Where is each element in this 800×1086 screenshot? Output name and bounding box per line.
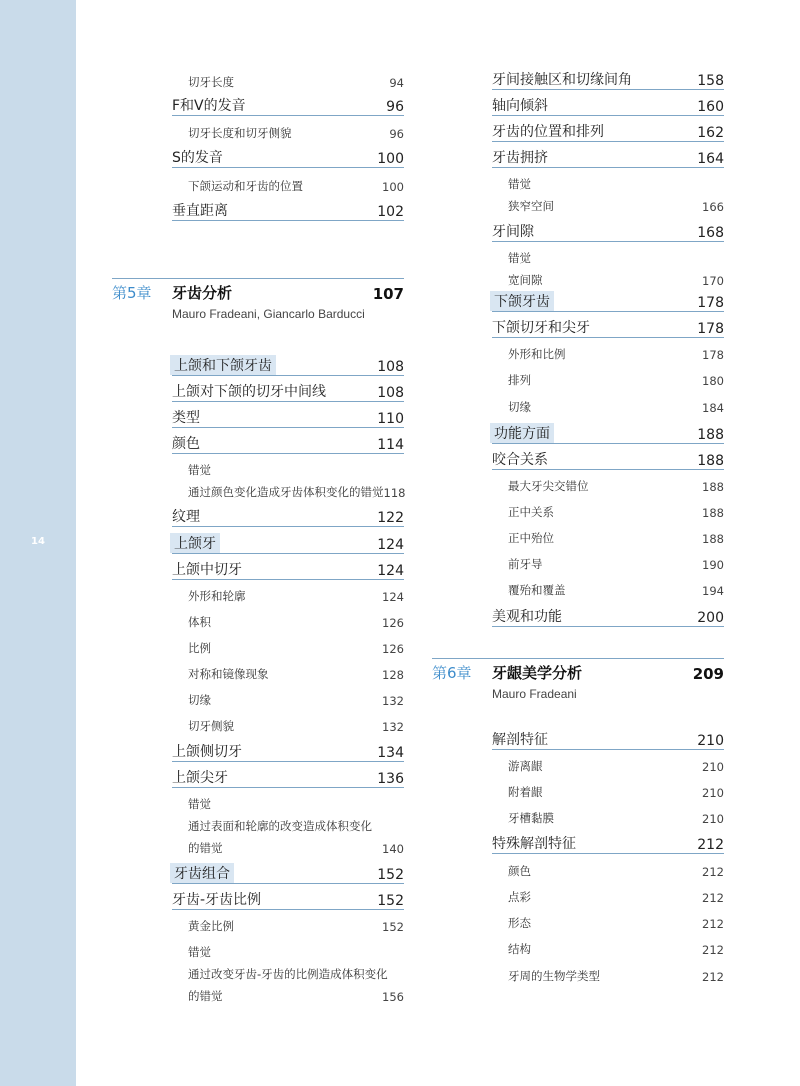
toc-entry-title: 的错觉: [188, 989, 223, 1003]
chapter-6-page: 209: [692, 665, 724, 683]
toc-entry-title: 狭窄空间: [508, 199, 554, 213]
toc-entry-page: 164: [697, 151, 724, 167]
toc-entry[interactable]: [508, 372, 724, 388]
toc-entry[interactable]: [508, 889, 724, 905]
toc-entry-page: 190: [702, 558, 724, 572]
toc-entry-page: 210: [702, 786, 724, 800]
toc-entry[interactable]: [188, 718, 404, 734]
toc-entry-title: 比例: [188, 641, 211, 655]
toc-entry[interactable]: [508, 250, 724, 266]
toc-entry-page: 124: [377, 537, 404, 553]
chapter-5-heading[interactable]: [172, 282, 404, 303]
toc-entry-page: 170: [702, 274, 724, 288]
toc-entry-page: 96: [386, 99, 404, 115]
toc-entry-title: 牙齿拥挤: [492, 150, 548, 166]
toc-entry-title: 的错觉: [188, 841, 223, 855]
toc-entry[interactable]: [172, 533, 404, 554]
toc-entry[interactable]: [188, 988, 404, 1004]
toc-entry-title: 游离龈: [508, 759, 543, 773]
toc-entry-title: 错觉: [508, 251, 531, 265]
toc-entry-page: 132: [382, 694, 404, 708]
toc-entry[interactable]: [188, 462, 404, 478]
toc-entry-page: 210: [702, 812, 724, 826]
toc-entry-page: 126: [382, 616, 404, 630]
toc-entry[interactable]: [492, 95, 724, 116]
toc-entry-page: 178: [697, 321, 724, 337]
toc-entry-title: 外形和比例: [508, 347, 566, 361]
toc-entry-page: 188: [697, 427, 724, 443]
toc-entry-title: 特殊解剖特征: [492, 836, 576, 852]
toc-entry[interactable]: [172, 506, 404, 527]
toc-entry[interactable]: [188, 692, 404, 708]
toc-entry-title: 牙周的生物学类型: [508, 969, 600, 983]
toc-entry[interactable]: [492, 729, 724, 750]
chapter-6-heading[interactable]: [492, 662, 724, 683]
toc-entry-title: 颜色: [508, 864, 531, 878]
toc-entry[interactable]: [188, 840, 404, 856]
toc-entry-page: 212: [702, 943, 724, 957]
toc-entry-page: 200: [697, 610, 724, 626]
toc-entry-title: F和V的发音: [172, 98, 246, 114]
toc-entry-title: 下颌运动和牙齿的位置: [188, 179, 303, 193]
toc-entry[interactable]: [172, 889, 404, 910]
toc-entry[interactable]: [188, 640, 404, 656]
toc-entry[interactable]: [172, 95, 404, 116]
toc-entry-page: 126: [382, 642, 404, 656]
toc-entry[interactable]: [508, 176, 724, 192]
toc-entry[interactable]: [188, 966, 404, 982]
toc-entry-title: 切牙长度和切牙侧貌: [188, 126, 292, 140]
sidebar-strip: [0, 0, 76, 1086]
toc-entry-title: 解剖特征: [492, 732, 548, 748]
chapter-5-title: 牙齿分析: [172, 284, 233, 302]
toc-entry-page: 108: [377, 359, 404, 375]
toc-entry-page: 178: [697, 295, 724, 311]
toc-entry-title: 点彩: [508, 890, 531, 904]
toc-entry-title: 牙间隙: [492, 224, 534, 240]
toc-entry-page: 178: [702, 348, 724, 362]
toc-entry[interactable]: [188, 944, 404, 960]
chapter-5-label: 第5章: [112, 284, 152, 302]
toc-entry[interactable]: [172, 559, 404, 580]
toc-entry-title: 宽间隙: [508, 273, 543, 287]
toc-entry-title: 通过改变牙齿-牙齿的比例造成体积变化: [188, 967, 388, 981]
toc-entry-page: 100: [382, 180, 404, 194]
toc-entry[interactable]: [172, 863, 404, 884]
page-number: 14: [31, 536, 45, 547]
toc-entry-title: 错觉: [188, 945, 211, 959]
toc-entry[interactable]: [508, 530, 724, 546]
toc-entry-title: 上颌侧切牙: [172, 744, 242, 760]
toc-entry-title: 纹理: [172, 509, 200, 525]
toc-entry[interactable]: [172, 147, 404, 168]
toc-entry-page: 122: [377, 510, 404, 526]
toc-entry-page: 180: [702, 374, 724, 388]
toc-entry-title: 类型: [172, 410, 200, 426]
toc-entry[interactable]: [188, 918, 404, 934]
toc-entry-page: 168: [697, 225, 724, 241]
toc-entry-page: 158: [697, 73, 724, 89]
toc-entry-title: 轴向倾斜: [492, 98, 548, 114]
toc-entry-title: 颜色: [172, 436, 200, 452]
toc-entry-title: 下颌牙齿: [490, 291, 554, 311]
toc-entry-page: 152: [377, 893, 404, 909]
toc-entry-page: 194: [702, 584, 724, 598]
toc-entry[interactable]: [188, 178, 404, 194]
toc-entry-title: 下颌切牙和尖牙: [492, 320, 590, 336]
toc-entry-title: 正中关系: [508, 505, 554, 519]
toc-entry[interactable]: [188, 818, 404, 834]
chapter-6-label: 第6章: [432, 664, 472, 682]
toc-entry[interactable]: [492, 121, 724, 142]
toc-entry-page: 132: [382, 720, 404, 734]
toc-entry-title: 黄金比例: [188, 919, 234, 933]
toc-entry-page: 110: [377, 411, 404, 427]
toc-entry[interactable]: [172, 355, 404, 376]
toc-entry-title: 功能方面: [490, 423, 554, 443]
toc-entry-title: 上颌对下颌的切牙中间线: [172, 384, 326, 400]
toc-entry-page: 210: [697, 733, 724, 749]
toc-entry[interactable]: [172, 200, 404, 221]
toc-entry-page: 212: [702, 970, 724, 984]
chapter-6-title: 牙龈美学分析: [492, 664, 583, 682]
toc-entry-title: 排列: [508, 373, 531, 387]
toc-entry-title: 切缘: [188, 693, 211, 707]
toc-entry[interactable]: [188, 796, 404, 812]
toc-entry-page: 102: [377, 204, 404, 220]
toc-entry-title: 牙齿的位置和排列: [492, 124, 604, 140]
toc-entry[interactable]: [492, 833, 724, 854]
toc-entry[interactable]: [508, 582, 724, 598]
chapter-5-rule: [112, 278, 404, 279]
toc-entry-page: 140: [382, 842, 404, 856]
toc-entry[interactable]: [492, 317, 724, 338]
toc-entry-page: 152: [377, 867, 404, 883]
toc-entry-title: 附着龈: [508, 785, 543, 799]
toc-entry-page: 162: [697, 125, 724, 141]
toc-entry[interactable]: [492, 147, 724, 168]
toc-entry[interactable]: [188, 666, 404, 682]
toc-entry[interactable]: [508, 478, 724, 494]
toc-entry-page: 136: [377, 771, 404, 787]
toc-entry[interactable]: [508, 272, 724, 288]
toc-entry-title: 垂直距离: [172, 203, 228, 219]
toc-entry[interactable]: [492, 291, 724, 312]
toc-entry-page: 212: [702, 917, 724, 931]
toc-entry-page: 166: [702, 200, 724, 214]
toc-entry-page: 160: [697, 99, 724, 115]
toc-entry-page: 212: [702, 891, 724, 905]
toc-entry[interactable]: [508, 941, 724, 957]
toc-entry-title: 外形和轮廓: [188, 589, 246, 603]
toc-entry-title: 覆殆和覆盖: [508, 583, 566, 597]
toc-entry-page: 184: [702, 401, 724, 415]
toc-entry[interactable]: [172, 407, 404, 428]
chapter-6-authors: Mauro Fradeani: [492, 687, 577, 701]
toc-entry[interactable]: [188, 484, 404, 500]
toc-entry-title: 上颌和下颌牙齿: [170, 355, 276, 375]
toc-entry[interactable]: [188, 125, 404, 141]
toc-entry-page: 128: [382, 668, 404, 682]
toc-entry[interactable]: [508, 863, 724, 879]
toc-entry-page: 188: [702, 480, 724, 494]
toc-entry[interactable]: [508, 198, 724, 214]
toc-entry-page: 124: [377, 563, 404, 579]
toc-entry-page: 156: [382, 990, 404, 1004]
toc-entry[interactable]: [492, 69, 724, 90]
toc-entry[interactable]: [172, 741, 404, 762]
toc-entry-title: 前牙导: [508, 557, 543, 571]
toc-entry[interactable]: [492, 423, 724, 444]
toc-entry-title: 形态: [508, 916, 531, 930]
toc-entry-page: 96: [389, 127, 404, 141]
toc-entry-page: 94: [389, 76, 404, 90]
toc-entry-title: 最大牙尖交错位: [508, 479, 589, 493]
toc-entry-page: 134: [377, 745, 404, 761]
toc-entry-page: 124: [382, 590, 404, 604]
toc-entry[interactable]: [492, 449, 724, 470]
toc-entry[interactable]: [172, 767, 404, 788]
toc-entry[interactable]: [172, 381, 404, 402]
toc-entry[interactable]: [508, 968, 724, 984]
toc-entry-page: 152: [382, 920, 404, 934]
toc-entry-title: 咬合关系: [492, 452, 548, 468]
toc-entry-page: 100: [377, 151, 404, 167]
toc-entry[interactable]: [188, 614, 404, 630]
toc-entry-page: 108: [377, 385, 404, 401]
toc-entry[interactable]: [508, 784, 724, 800]
toc-entry[interactable]: [492, 221, 724, 242]
toc-entry[interactable]: [188, 74, 404, 90]
toc-entry-title: 结构: [508, 942, 531, 956]
toc-entry-title: 通过颜色变化造成牙齿体积变化的错觉: [188, 485, 384, 499]
toc-entry[interactable]: [172, 433, 404, 454]
toc-entry-title: 美观和功能: [492, 609, 562, 625]
toc-entry-title: 牙间接触区和切缘间角: [492, 72, 632, 88]
toc-entry-title: 牙齿组合: [170, 863, 234, 883]
toc-entry-title: 切牙长度: [188, 75, 234, 89]
toc-entry-title: 上颌中切牙: [172, 562, 242, 578]
toc-entry[interactable]: [508, 399, 724, 415]
toc-entry-title: 错觉: [188, 797, 211, 811]
toc-entry[interactable]: [508, 504, 724, 520]
toc-entry[interactable]: [508, 915, 724, 931]
toc-entry-title: 正中殆位: [508, 531, 554, 545]
toc-entry-title: 错觉: [508, 177, 531, 191]
toc-entry-title: 牙齿-牙齿比例: [172, 892, 262, 908]
toc-entry-title: 通过表面和轮廓的改变造成体积变化: [188, 819, 372, 833]
toc-entry[interactable]: [188, 588, 404, 604]
toc-entry-page: 188: [697, 453, 724, 469]
toc-entry-page: 188: [702, 506, 724, 520]
chapter-5-authors: Mauro Fradeani, Giancarlo Barducci: [172, 307, 365, 321]
toc-entry-title: S的发音: [172, 150, 223, 166]
toc-entry-page: 212: [702, 865, 724, 879]
toc-entry[interactable]: [492, 606, 724, 627]
toc-entry-title: 切缘: [508, 400, 531, 414]
toc-entry-page: 118: [383, 486, 406, 500]
toc-entry-title: 切牙侧貌: [188, 719, 234, 733]
toc-entry-title: 错觉: [188, 463, 211, 477]
toc-entry-title: 上颌牙: [170, 533, 220, 553]
toc-entry-page: 114: [377, 437, 404, 453]
toc-entry[interactable]: [508, 346, 724, 362]
toc-entry[interactable]: [508, 810, 724, 826]
toc-entry-page: 212: [697, 837, 724, 853]
toc-entry-title: 上颌尖牙: [172, 770, 228, 786]
toc-entry[interactable]: [508, 556, 724, 572]
toc-entry-title: 体积: [188, 615, 211, 629]
toc-entry-page: 210: [702, 760, 724, 774]
chapter-5-page: 107: [372, 285, 404, 303]
chapter-6-rule: [432, 658, 724, 659]
toc-entry-title: 牙槽黏膜: [508, 811, 554, 825]
toc-entry-page: 188: [702, 532, 724, 546]
toc-entry-title: 对称和镜像现象: [188, 667, 269, 681]
toc-entry[interactable]: [508, 758, 724, 774]
